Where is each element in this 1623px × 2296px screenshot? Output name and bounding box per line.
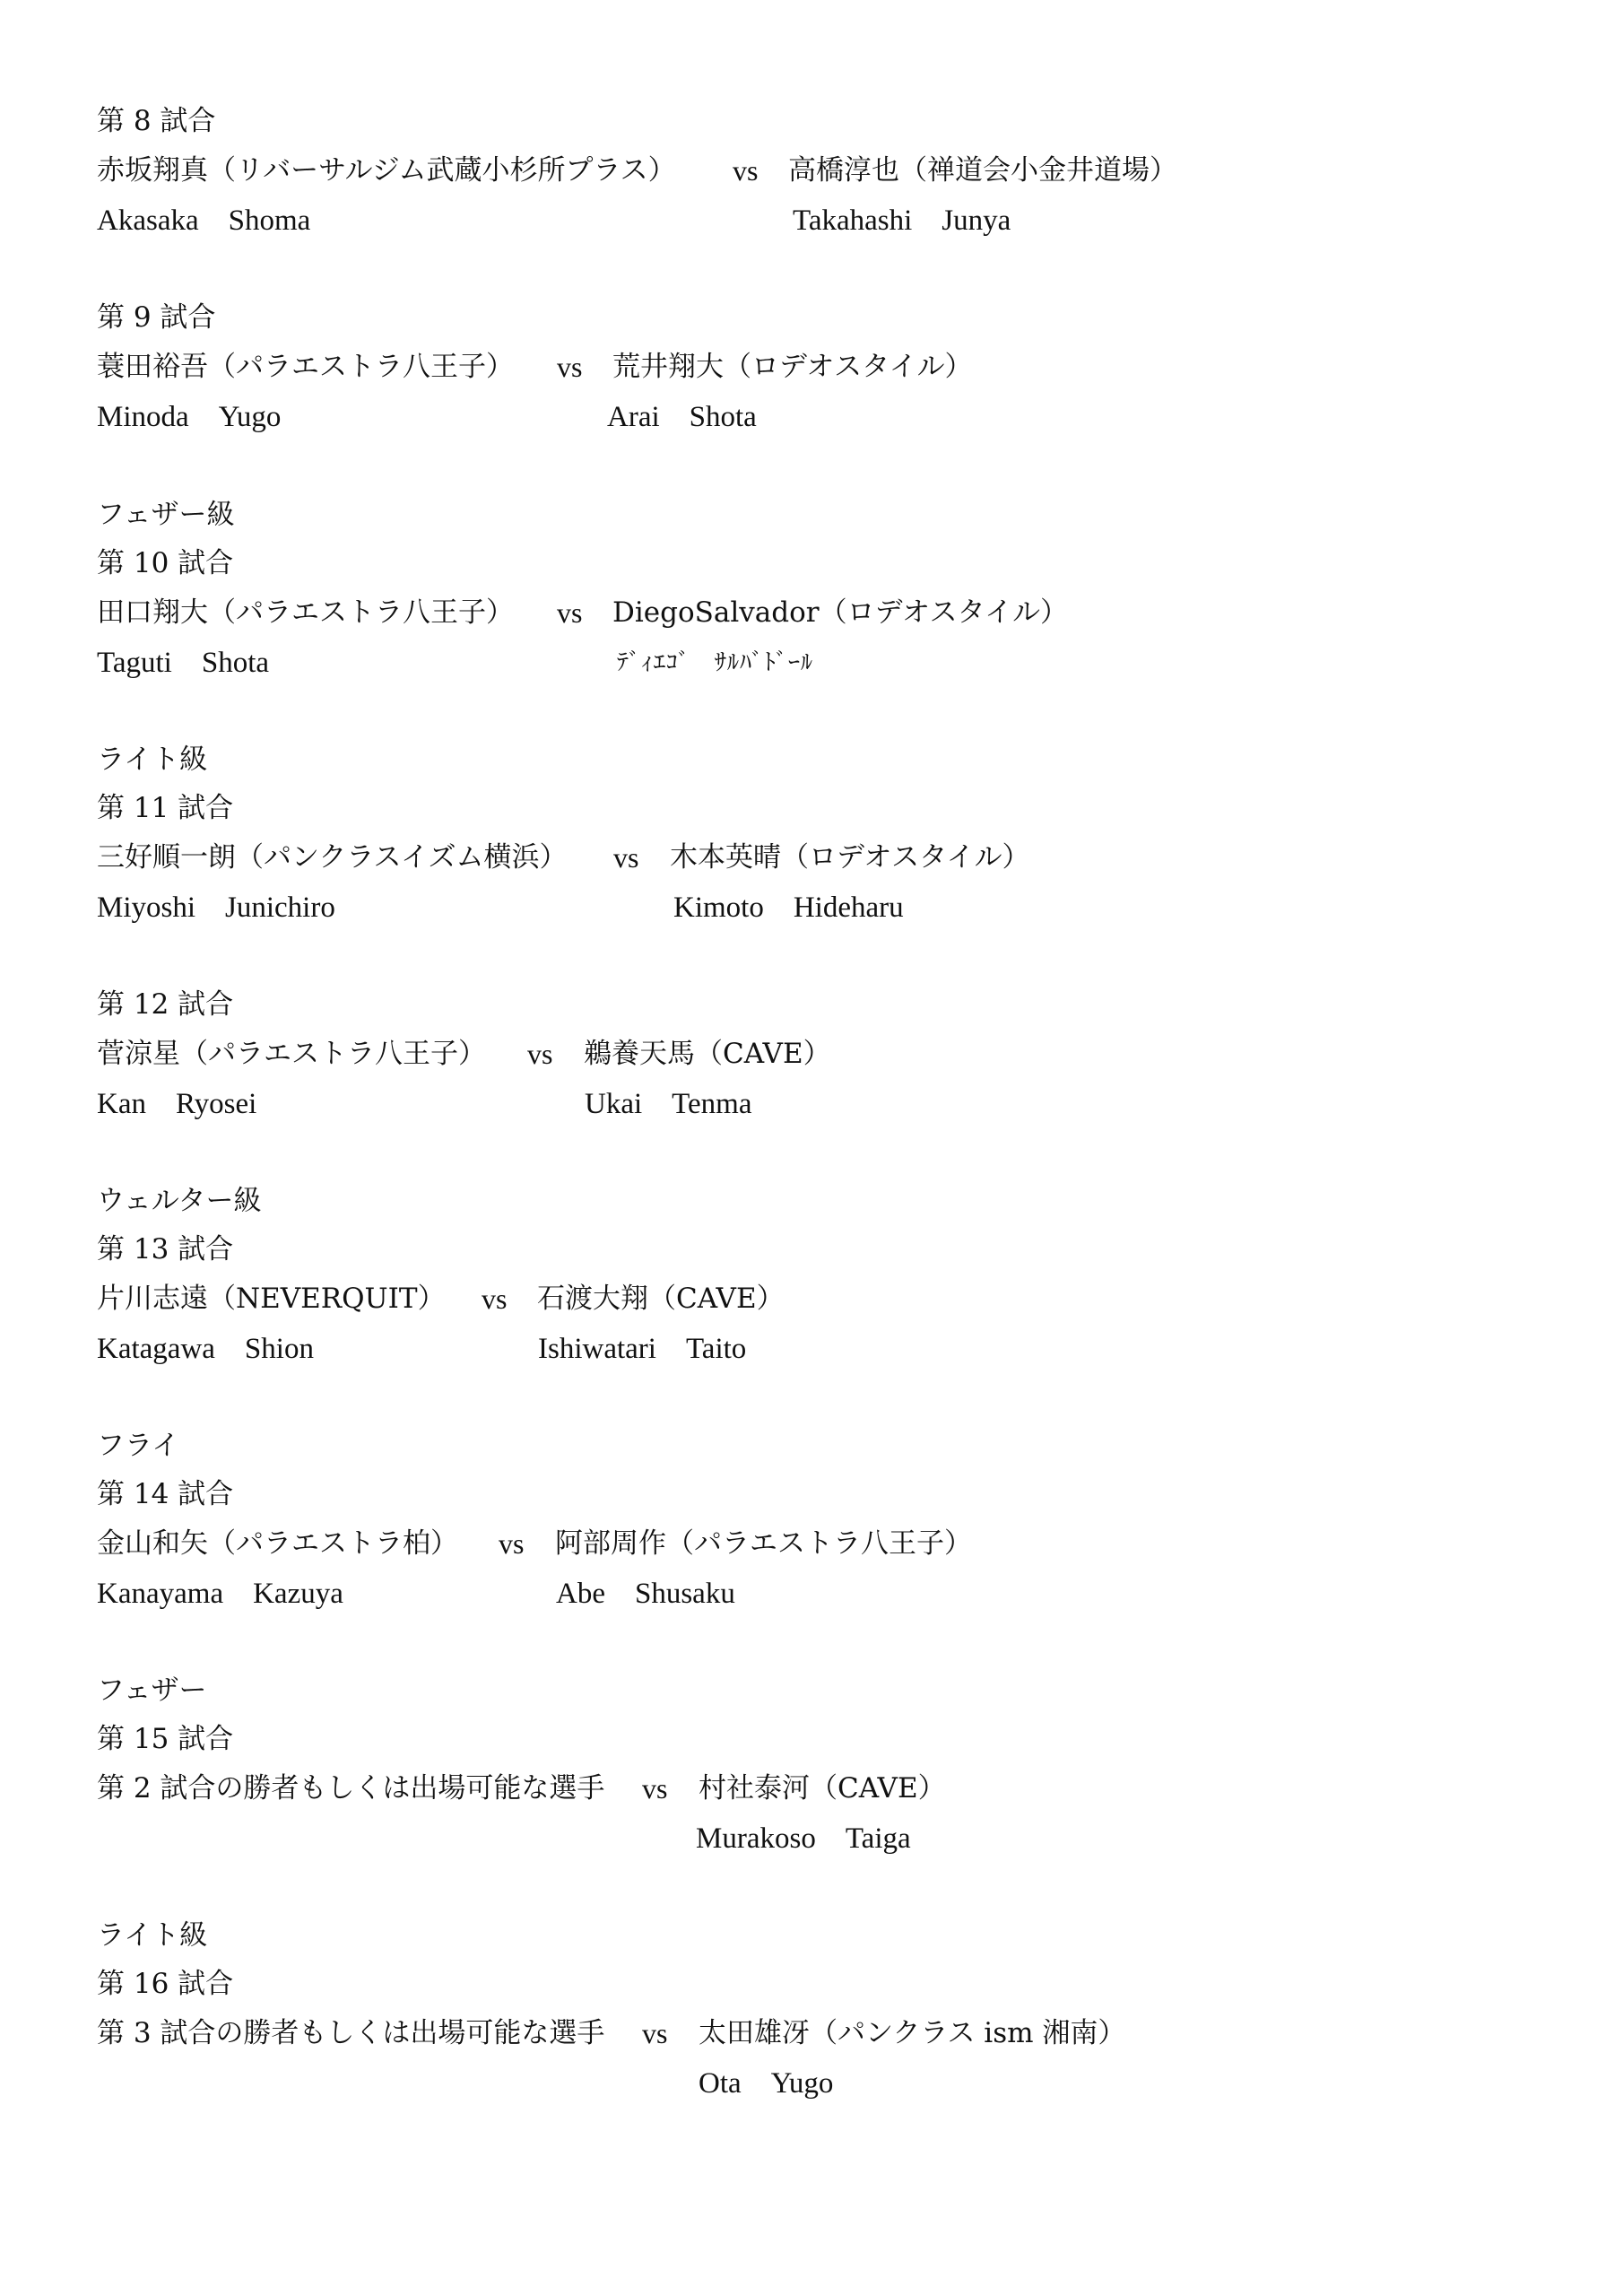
vs-label: vs: [613, 841, 639, 874]
right-fighter-name: 石渡大翔（CAVE）: [537, 1283, 785, 1315]
division-label: フェザー級: [97, 499, 235, 531]
match-number: 第 10 試合: [97, 547, 234, 579]
left-fighter-name: 片川志遠（NEVERQUIT）: [97, 1283, 446, 1315]
left-fighter-romaji: Miyoshi Junichiro: [97, 891, 335, 924]
right-fighter-romaji: Ota Yugo: [699, 2067, 834, 2100]
right-fighter-name: 阿部周作（パラエストラ八王子）: [555, 1527, 972, 1560]
division-label: フライ: [97, 1430, 180, 1462]
match-number: 第 13 試合: [97, 1233, 234, 1265]
right-fighter-name: DiegoSalvador（ロデオスタイル）: [612, 596, 1069, 629]
left-fighter-romaji: Akasaka Shoma: [97, 204, 311, 237]
left-fighter-name: 蓑田裕吾（パラエストラ八王子）: [97, 351, 514, 383]
left-fighter-romaji: Minoda Yugo: [97, 401, 282, 433]
vs-label: vs: [499, 1527, 525, 1560]
right-fighter-romaji: Ukai Tenma: [585, 1088, 752, 1120]
vs-label: vs: [527, 1038, 553, 1070]
right-fighter-katakana: ﾃﾞｨｴｺﾞ ｻﾙﾊﾞﾄﾞｰﾙ: [617, 649, 814, 676]
division-label: ライト級: [97, 1919, 208, 1952]
vs-label: vs: [557, 596, 583, 629]
right-fighter-romaji: Murakoso Taiga: [696, 1822, 911, 1855]
left-fighter-name: 金山和矢（パラエストラ柏）: [97, 1527, 458, 1560]
match-number: 第 14 試合: [97, 1478, 234, 1510]
right-fighter-name: 木本英晴（ロデオスタイル）: [670, 841, 1030, 874]
vs-label: vs: [482, 1283, 508, 1315]
right-fighter-romaji: Abe Shusaku: [556, 1578, 735, 1610]
right-fighter-romaji: Takahashi Junya: [793, 204, 1011, 237]
right-fighter-name: 鵜養天馬（CAVE）: [584, 1038, 831, 1070]
division-label: ライト級: [97, 744, 208, 776]
left-fighter-romaji: Kanayama Kazuya: [97, 1578, 343, 1610]
left-fighter-name: 三好順一朗（パンクラスイズム横浜）: [97, 841, 568, 874]
left-fighter-romaji: Taguti Shota: [97, 647, 270, 679]
left-fighter-name: 第 3 試合の勝者もしくは出場可能な選手: [97, 2017, 605, 2049]
left-fighter-name: 田口翔大（パラエストラ八王子）: [97, 596, 514, 629]
right-fighter-name: 村社泰河（CAVE）: [699, 1772, 946, 1805]
match-number: 第 16 試合: [97, 1968, 234, 2000]
left-fighter-romaji: Kan Ryosei: [97, 1088, 257, 1120]
match-number: 第 11 試合: [97, 792, 234, 824]
left-fighter-name: 第 2 試合の勝者もしくは出場可能な選手: [97, 1772, 605, 1805]
vs-label: vs: [642, 1772, 668, 1805]
right-fighter-romaji: Kimoto Hideharu: [673, 891, 904, 924]
match-number: 第 9 試合: [97, 301, 216, 334]
vs-label: vs: [642, 2017, 668, 2049]
left-fighter-name: 赤坂翔真（リバーサルジム武蔵小杉所プラス）: [97, 154, 676, 187]
right-fighter-name: 高橋淳也（禅道会小金井道場）: [788, 154, 1177, 187]
match-number: 第 15 試合: [97, 1723, 234, 1755]
left-fighter-romaji: Katagawa Shion: [97, 1333, 314, 1365]
right-fighter-name: 荒井翔大（ロデオスタイル）: [612, 351, 973, 383]
match-number: 第 8 試合: [97, 105, 216, 137]
right-fighter-name: 太田雄冴（パンクラス ism 湘南）: [699, 2017, 1126, 2049]
vs-label: vs: [733, 154, 759, 187]
left-fighter-name: 菅涼星（パラエストラ八王子）: [97, 1038, 486, 1070]
right-fighter-romaji: Arai Shota: [607, 401, 757, 433]
vs-label: vs: [557, 351, 583, 383]
division-label: フェザー: [97, 1674, 207, 1707]
right-fighter-romaji: Ishiwatari Taito: [538, 1333, 747, 1365]
division-label: ウェルター級: [97, 1185, 262, 1217]
match-number: 第 12 試合: [97, 988, 234, 1021]
